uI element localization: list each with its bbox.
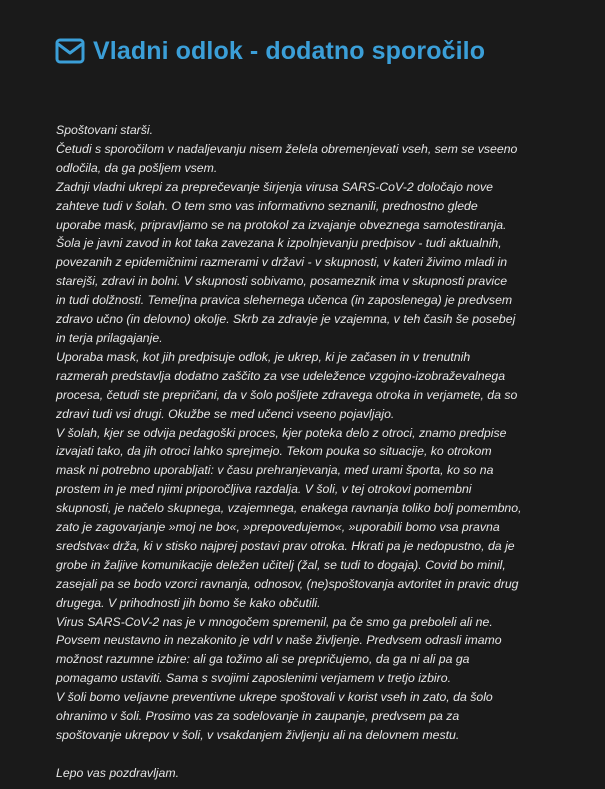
message-line: prostem in je med njimi priporočljiva razdalja. V šoli, v tej otrokovi pomembni: [56, 482, 472, 497]
message-line: zato je zagovarjanje »moj ne bo«, »prepovedujemo«, »uporabili bomo vsa pravna: [56, 520, 500, 535]
message-line: Uporaba mask, kot jih predpisuje odlok, je ukrep, ki je začasen in v trenutnih: [56, 349, 471, 364]
message-line: zahteve tudi v šolah. O tem smo vas informativno seznanili, prednostno glede: [56, 198, 478, 213]
message-line: Spoštovani starši.: [56, 123, 154, 137]
message-line: procesa, četudi ste prepričani, da v šolo pošljete zdravega otroka in verjamete, da so: [56, 387, 518, 402]
message-line: ohranimo v šoli. Prosimo vas za sodelovanje in zaupanje, predvsem pa za: [56, 709, 460, 724]
message-line: V šoli bomo veljavne preventivne ukrepe spoštovali v korist vseh in zato, da šolo: [56, 690, 493, 705]
message-line: odločila, da ga pošljem vsem.: [56, 160, 218, 175]
message-line: možnost razumne izbire: ali ga tožimo ali se prepričujemo, da ga ni ali pa ga: [56, 652, 470, 667]
message-line: in terja prilagajanje.: [56, 330, 163, 345]
message-header: [55, 36, 485, 66]
message-line: mask ni potrebno uporabljati: v času prehranjevanja, med urami športa, ko so na: [56, 463, 494, 478]
message-line: Šola je javni zavod in kot taka zavezana k izpolnjevanju predpisov - tudi aktualnih,: [56, 236, 502, 251]
message-line: zdravo učno (in delovno) okolje. Skrb za zdravje je vzajemna, v teh časih še posebej: [56, 312, 516, 327]
message-line: Zadnji vladni ukrepi za preprečevanje širjenja virusa SARS-CoV-2 določajo nove: [56, 179, 493, 194]
message-line: pomagamo ustaviti. Sama s svojimi zaposlenimi verjamem v tretjo izbiro.: [56, 671, 452, 686]
message-line: grobe in žaljive komunikacije deležen učitelj (žal, se tudi to dogaja). Covid bo minil,: [56, 557, 506, 572]
message-line: uporabe mask, pripravljamo se na protokol za izvajanje obveznega samotestiranja.: [56, 217, 507, 232]
message-line: starejši, zdravi in bolni. V skupnosti sobivamo, posameznik ima v skupnosti pravice: [56, 274, 508, 289]
message-line: spoštovanje ukrepov v šoli, v vsakdanjem življenju ali na delovnem mestu.: [56, 728, 460, 742]
message-title: Vladni odlok - dodatno sporočilo: [93, 36, 486, 65]
closing-line: Lepo vas pozdravljam.: [56, 765, 180, 780]
message-line: drugega. V prihodnosti jih bomo še kako občutili.: [56, 595, 321, 610]
message-line: in tudi dolžnosti. Temeljna pravica slehernega učenca (in zaposlenega) je predvsem: [56, 293, 513, 308]
message-line: zasejali pa se bodo vzorci ravnanja, odnosov, (ne)spoštovanja avtoritet in pravic drug: [56, 576, 519, 591]
message-line: Virus SARS-CoV-2 nas je v mnogočem spremenil, pa če smo ga preboleli ali ne.: [56, 614, 493, 629]
message-body: [56, 121, 556, 783]
message-line: skupnosti, je načelo skupnega, vzajemnega, enakega ravnanja toliko bolj pomembno,: [56, 501, 522, 516]
message-line: sredstva« drža, ki v stisko najprej postavi prav otroka. Hkrati pa je nedopustno, da je: [56, 538, 515, 553]
message-line: Četudi s sporočilom v nadaljevanju nisem želela obremenjevati vseh, sem se vseeno: [56, 141, 518, 156]
closing-spacer: [56, 745, 556, 764]
envelope-icon: [55, 36, 85, 66]
message-line: zdravi tudi vsi drugi. Okužbe se med učenci vseeno pojavljajo.: [56, 406, 395, 421]
message-line: Povsem neustavno in nezakonito je vdrl v naše življenje. Predvsem odrasli imamo: [56, 633, 502, 648]
message-line: razmerah predstavlja dodatno zaščito za vse udeležence vzgojno-izobraževalnega: [56, 368, 506, 383]
message-line: izvajati tako, da jih otroci lahko sprejmejo. Tekom pouka so situacije, ko otrokom: [56, 444, 492, 459]
message-line: V šolah, kjer se odvija pedagoški proces, kjer poteka delo z otroci, znamo predpise: [56, 425, 507, 440]
message-line: povezanih z epidemičnimi razmerami v državi - v skupnosti, v kateri živimo mladi in: [56, 255, 508, 270]
